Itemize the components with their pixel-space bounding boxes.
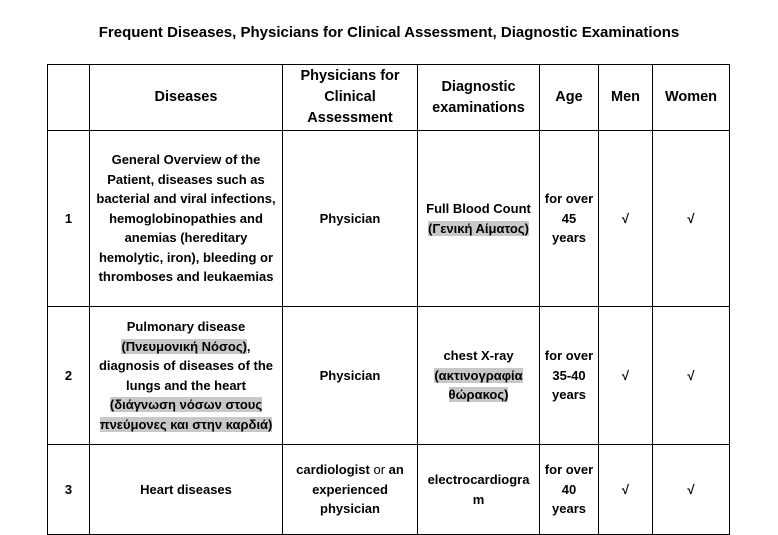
disease-greek-text: (Πνευμονική Νόσος)	[121, 338, 247, 354]
row-number: 1	[48, 131, 90, 307]
exam-cell	[418, 131, 540, 307]
header-physicians: Physicians for Clinical Assessment	[283, 65, 418, 131]
disease-cell: Heart diseases	[90, 445, 283, 535]
disease-cell: General Overview of the Patient, diseases such as bacterial and viral infections, hemoglobinopathies and anemias (hereditary hemolytic, iron), bleeding or thromboses and leukaemias	[90, 131, 283, 307]
women-check: √	[653, 131, 730, 307]
exam-text: Full Blood Count	[426, 201, 531, 216]
table-row	[48, 445, 730, 535]
table-row	[48, 131, 730, 307]
diseases-table	[47, 64, 730, 535]
header-women: Women	[653, 65, 730, 131]
disease-greek-text: (διάγνωση νόσων στους πνεύμονες και στην καρδιά)	[99, 397, 273, 432]
physician-cell	[283, 445, 418, 535]
exam-cell: electrocardiogram	[418, 445, 540, 535]
exam-text: chest X-ray	[443, 348, 514, 364]
document-title: Frequent Diseases, Physicians for Clinical Assessment, Diagnostic Examinations	[98, 24, 680, 41]
row-number: 3	[48, 445, 90, 535]
women-check: √	[653, 445, 730, 535]
physician-text: cardiologist	[296, 462, 370, 478]
physician-or-text: or	[369, 462, 389, 478]
table-row	[48, 307, 730, 445]
exam-greek-text: (ακτινογραφία θώρακος)	[434, 367, 523, 403]
exam-cell	[418, 307, 540, 445]
exam-greek-text: (Γενική Αίματος)	[428, 220, 529, 236]
women-check: √	[653, 307, 730, 445]
header-diagnostic-examinations: Diagnostic examinations	[418, 65, 540, 131]
men-check: √	[599, 307, 653, 445]
disease-text-continued: , diagnosis of diseases of the lungs and the heart	[98, 338, 274, 393]
physician-text-continued: an experienced physician	[312, 462, 404, 517]
table-header-row	[48, 65, 730, 131]
row-number: 2	[48, 307, 90, 445]
header-men: Men	[599, 65, 653, 131]
physician-cell: Physician	[283, 131, 418, 307]
header-age: Age	[540, 65, 599, 131]
header-number	[48, 65, 90, 131]
physician-cell: Physician	[283, 307, 418, 445]
age-cell: for over 35-40 years	[540, 307, 599, 445]
age-cell: for over 40 years	[540, 445, 599, 535]
header-diseases: Diseases	[90, 65, 283, 131]
age-cell: for over 45 years	[540, 131, 599, 307]
disease-cell	[90, 307, 283, 445]
men-check: √	[599, 445, 653, 535]
disease-text: Pulmonary disease	[126, 319, 246, 334]
men-check: √	[599, 131, 653, 307]
